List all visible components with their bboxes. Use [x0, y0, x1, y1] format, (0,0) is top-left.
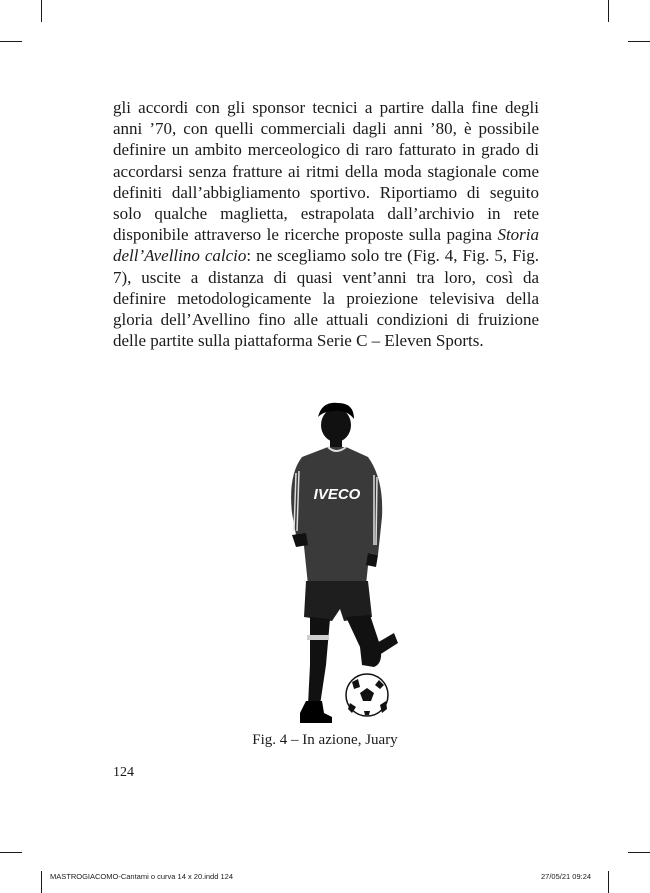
figure-photo-footballer — [270, 395, 400, 725]
print-slug-datetime: 27/05/21 09:24 — [541, 872, 592, 881]
crop-mark-top-left — [41, 0, 42, 22]
player-left-hand — [292, 533, 308, 547]
player-standing-leg — [308, 617, 330, 705]
shirt-sponsor-logo: IVECO — [313, 486, 361, 503]
body-paragraph — [113, 97, 539, 351]
crop-mark-top-right — [608, 0, 609, 22]
figure-caption: Fig. 4 – In azione, Juary — [252, 732, 398, 748]
crop-mark-right-bottom — [628, 852, 650, 853]
crop-mark-bottom-left — [41, 871, 42, 893]
player-boot — [300, 701, 332, 723]
player-jersey — [300, 447, 374, 585]
crop-mark-left-bottom — [0, 852, 22, 853]
paragraph-italic-title: Storia dell’Avellino calcio — [113, 225, 539, 266]
paragraph-text-start: gli accordi con gli sponsor tecnici a partire dalla fine degli anni ’70, con quelli commerciali dagli anni ’80, è possibile definire un ambito merceologico di raro fatturato in grado di accordarsi senza fratture ai ritmi della moda stagionale come definiti dall’abbigliamento sportivo. Riportiamo di seguito solo qualche maglietta, estrapolata dall’archivio in rete disponibile attraverso le ricerche proposte sulla pagina — [113, 98, 539, 245]
player-bent-leg — [346, 615, 381, 667]
player-shorts — [304, 581, 372, 621]
ball-patch — [364, 711, 370, 715]
crop-mark-left-top — [0, 41, 22, 42]
print-slug-file: MASTROGIACOMO-Cantami o curva 14 x 20.indd 124 — [50, 872, 233, 881]
sleeve-stripe — [376, 477, 377, 545]
footballer-illustration — [270, 395, 400, 725]
paragraph-text-end: : ne scegliamo solo tre (Fig. 4, Fig. 5, Fig. 7), uscite a distanza di quasi vent’anni tra loro, così da definire metodologicamente la proiezione televisiva della gloria dell’Avellino fino alle attuali condizioni di fruizione delle partite sulla piattaforma Serie C – Eleven Sports. — [113, 246, 539, 351]
player-head — [321, 408, 351, 442]
crop-mark-right-top — [628, 41, 650, 42]
crop-mark-bottom-right — [608, 871, 609, 893]
page-number: 124 — [113, 765, 134, 780]
player-right-hand — [366, 553, 378, 567]
sock-stripe — [307, 635, 329, 640]
